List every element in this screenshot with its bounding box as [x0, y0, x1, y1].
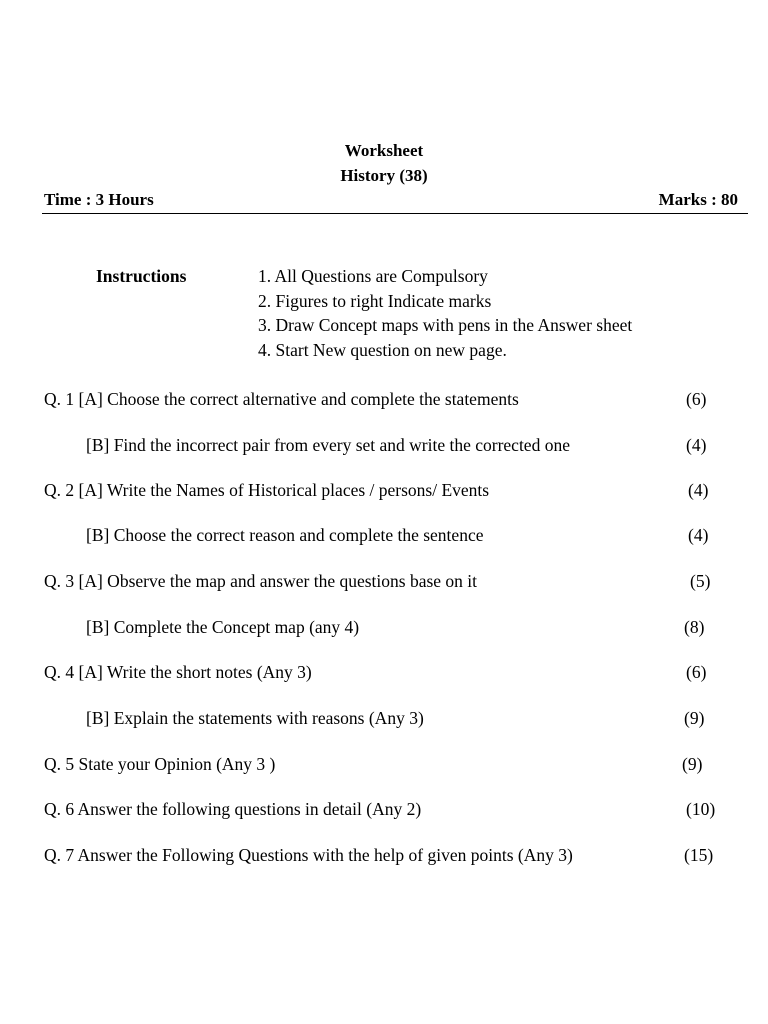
question-3b: [B] Complete the Concept map (any 4)	[86, 617, 360, 637]
question-4b: [B] Explain the statements with reasons (Any 3)	[86, 708, 424, 728]
question-6-marks: (10)	[686, 799, 716, 819]
question-1b: [B] Find the incorrect pair from every set and write the corrected one	[86, 435, 570, 455]
question-2a: Q. 2 [A] Write the Names of Historical places / persons/ Events	[44, 480, 490, 500]
question-6: Q. 6 Answer the following questions in detail (Any 2)	[44, 799, 422, 819]
subject-title: History (38)	[340, 166, 428, 185]
question-3a-marks: (5)	[690, 571, 711, 591]
question-1a-marks: (6)	[686, 389, 707, 409]
question-7-marks: (15)	[684, 845, 714, 865]
header-divider	[42, 213, 748, 214]
instruction-item: 3. Draw Concept maps with pens in the Answer sheet	[258, 315, 633, 335]
question-4a-marks: (6)	[686, 662, 707, 682]
question-4a: Q. 4 [A] Write the short notes (Any 3)	[44, 662, 312, 682]
time-label: Time : 3 Hours	[44, 190, 154, 209]
question-7: Q. 7 Answer the Following Questions with the help of given points (Any 3)	[44, 845, 573, 865]
question-3a: Q. 3 [A] Observe the map and answer the questions base on it	[44, 571, 478, 591]
instruction-item: 2. Figures to right Indicate marks	[258, 291, 492, 311]
worksheet-title: Worksheet	[344, 141, 424, 160]
question-2a-marks: (4)	[688, 480, 709, 500]
instructions-label: Instructions	[96, 266, 187, 286]
question-3b-marks: (8)	[684, 617, 705, 637]
question-4b-marks: (9)	[684, 708, 705, 728]
question-2b: [B] Choose the correct reason and complete the sentence	[86, 525, 484, 545]
marks-label: Marks : 80	[658, 190, 738, 209]
question-2b-marks: (4)	[688, 525, 709, 545]
question-1a: Q. 1 [A] Choose the correct alternative and complete the statements	[44, 389, 519, 409]
question-5-marks: (9)	[682, 754, 703, 774]
question-1b-marks: (4)	[686, 435, 707, 455]
question-5: Q. 5 State your Opinion (Any 3 )	[44, 754, 276, 774]
instruction-item: 1. All Questions are Compulsory	[258, 266, 488, 286]
instruction-item: 4. Start New question on new page.	[258, 340, 507, 360]
